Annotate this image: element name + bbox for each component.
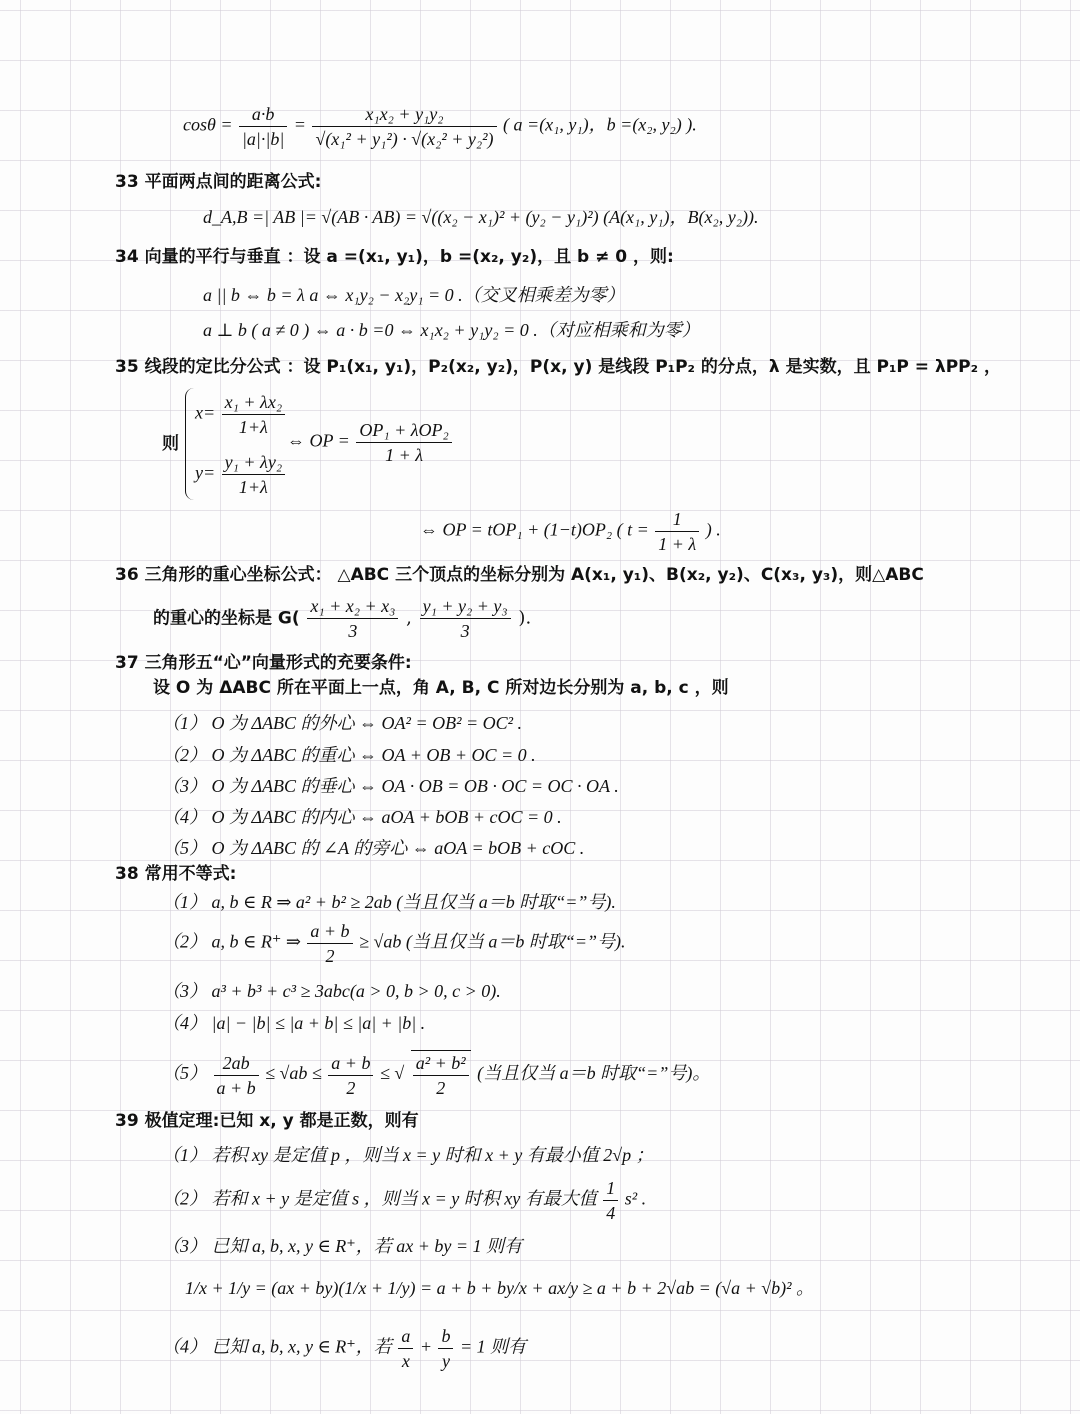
center-item-2: （2） O 为 ΔABC 的重心 ⇔ OA + OB + OC = 0 . <box>162 745 536 765</box>
centroid-end: ). <box>518 607 532 629</box>
inequality-5-pre: （5） <box>162 1063 207 1084</box>
inequality-5-mid-2: ≤ √ <box>379 1063 405 1084</box>
inequality-5-frac-1 <box>214 1051 259 1100</box>
x-frac-num: x₁ + λx₂ <box>222 390 285 415</box>
section-33-title: 33 平面两点间的距离公式: <box>115 172 322 192</box>
extremum-2 <box>162 1176 646 1225</box>
inequality-5-post: (当且仅当 a＝b 时取“=”号)。 <box>477 1063 711 1084</box>
extremum-4-pre: （4） 已知 a, b, x, y ∈ R⁺，若 <box>162 1336 392 1357</box>
op-vector-formula <box>287 418 454 467</box>
extremum-2-num: 1 <box>603 1176 618 1201</box>
extremum-4-num-2: b <box>438 1324 453 1349</box>
extremum-2-frac <box>603 1176 618 1225</box>
inequality-2-pre: （2） a, b ∈ R⁺ ⇒ <box>162 931 301 952</box>
op-parametric-end: ) . <box>705 519 721 540</box>
extremum-2-pre: （2） 若和 x + y 是定值 s ，则当 x = y 时积 xy 有最大值 <box>162 1188 597 1209</box>
op-parametric-formula <box>420 507 721 556</box>
op-frac-den: 1 + λ <box>385 445 424 465</box>
perpendicular-condition: a ⊥ b ( a ≠ 0 ) ⇔ a · b =0 ⇔ x₁x₂ + y₁y₂ = 0 .（对应相乘和为零） <box>203 320 700 340</box>
inequality-5-den-1: a + b <box>216 1077 256 1098</box>
centroid-x-den: 3 <box>348 621 358 641</box>
inequality-2-den: 2 <box>325 946 335 966</box>
cos-frac-vector-den: |a|·|b| <box>241 129 285 149</box>
y-frac <box>222 450 285 499</box>
op-frac-num: OP₁ + λOP₂ <box>356 418 451 443</box>
cos-frac-coord <box>312 102 496 151</box>
cos-eq: = <box>293 114 306 135</box>
y-lhs: y= <box>195 462 216 483</box>
cos-frac-vector <box>239 102 287 151</box>
y-frac-num: y₁ + λy₂ <box>222 450 285 475</box>
section-formula-x <box>195 390 287 439</box>
extremum-2-den: 4 <box>606 1203 616 1223</box>
inequality-1: （1） a, b ∈ R ⇒ a² + b² ≥ 2ab (当且仅当 a＝b 时取“=”号). <box>162 892 616 912</box>
center-item-1: （1） O 为 ΔABC 的外心 ⇔ OA² = OB² = OC² . <box>162 713 523 733</box>
section-35-title: 35 线段的定比分公式 ：设 P₁(x₁, y₁)，P₂(x₂, y₂)，P(x, y) 是线段 P₁P₂ 的分点，λ 是实数，且 P₁P = λPP₂ ， <box>115 357 1001 377</box>
cos-frac-coord-den: √(x₁² + y₁²) · √(x₂² + y₂²) <box>315 129 494 149</box>
inequality-2 <box>162 919 625 968</box>
center-item-3: （3） O 为 ΔABC 的垂心 ⇔ OA · OB = OB · OC = OC · OA . <box>162 776 619 796</box>
section-formula-y <box>195 450 287 499</box>
centroid-label: 的重心的坐标是 G( <box>153 608 300 629</box>
inequality-5-frac-3 <box>411 1050 471 1100</box>
x-frac <box>222 390 285 439</box>
centroid-x-frac <box>307 594 398 643</box>
extremum-4-frac-2 <box>438 1324 453 1373</box>
centroid-x-num: x₁ + x₂ + x₃ <box>307 594 398 619</box>
cos-frac-coord-num: x₁x₂ + y₁y₂ <box>312 102 496 127</box>
extremum-4-frac-1 <box>398 1324 413 1373</box>
inequality-2-num: a + b <box>307 919 352 944</box>
t-frac-den: 1 + λ <box>658 534 697 554</box>
cos-lhs: cosθ = <box>183 114 233 135</box>
center-item-4: （4） O 为 ΔABC 的内心 ⇔ aOA + bOB + cOC = 0 . <box>162 807 562 827</box>
inequality-3: （3） a³ + b³ + c³ ≥ 3abc(a > 0, b > 0, c > 0). <box>162 981 501 1001</box>
y-frac-den: 1+λ <box>238 477 268 497</box>
section-37-intro: 设 O 为 ΔABC 所在平面上一点，角 A, B, C 所对边长分别为 a, b, c ，则 <box>153 678 729 698</box>
inequality-2-post: ≥ √ab (当且仅当 a＝b 时取“=”号). <box>359 931 626 952</box>
distance-formula: d_A,B =| AB |= √(AB · AB) = √((x₂ − x₁)² + (y₂ − y₁)²) (A(x₁, y₁)，B(x₂, y₂)). <box>203 207 759 227</box>
section-36-title: 36 三角形的重心坐标公式： △ABC 三个顶点的坐标分别为 A(x₁, y₁)、B(x₂, y₂)、C(x₃, y₃)，则△ABC <box>115 565 924 585</box>
inequality-2-frac <box>307 919 352 968</box>
extremum-4-den-1: x <box>401 1351 410 1371</box>
extremum-4-plus: + <box>419 1336 432 1357</box>
section-38-title: 38 常用不等式: <box>115 864 237 884</box>
centroid-y-num: y₁ + y₂ + y₃ <box>420 594 511 619</box>
inequality-5-mid-1: ≤ √ab ≤ <box>265 1063 322 1084</box>
cos-frac-vector-num: a·b <box>239 102 287 127</box>
op-parametric-lhs: ⇔ OP = tOP₁ + (1−t)OP₂ ( t = <box>420 519 649 540</box>
section-37-title: 37 三角形五“心”向量形式的充要条件: <box>115 653 412 673</box>
centroid-comma: , <box>406 607 412 629</box>
t-frac-num: 1 <box>655 507 699 532</box>
t-frac <box>655 507 699 556</box>
inequality-5-num-1: 2ab <box>214 1051 259 1076</box>
inequality-5-num-3: a² + b² <box>413 1051 469 1076</box>
x-frac-den: 1+λ <box>238 417 268 437</box>
inequality-5-den-2: 2 <box>346 1077 356 1098</box>
centroid-formula <box>153 594 531 643</box>
inequality-4: （4） |a| − |b| ≤ |a + b| ≤ |a| + |b| . <box>162 1013 426 1033</box>
extremum-4-den-2: y <box>441 1351 450 1371</box>
op-frac <box>356 418 451 467</box>
extremum-4 <box>162 1324 526 1373</box>
op-lhs: ⇔ OP = <box>287 430 350 451</box>
then-label: 则 <box>162 434 179 454</box>
inequality-5-den-3: 2 <box>436 1078 446 1098</box>
section-39-title: 39 极值定理:已知 x, y 都是正数，则有 <box>115 1111 419 1131</box>
inequality-5-num-2: a + b <box>328 1051 373 1076</box>
section-34-title: 34 向量的平行与垂直 ：设 a =(x₁, y₁)，b =(x₂, y₂)，且 b ≠ 0 ，则: <box>115 247 674 267</box>
x-lhs: x= <box>195 402 216 423</box>
parallel-condition: a || b ⇔ b = λ a ⇔ x₁y₂ − x₂y₁ = 0 .（交叉相乘差为零） <box>203 285 625 305</box>
extremum-3-formula: 1/x + 1/y = (ax + by)(1/x + 1/y) = a + b + by/x + ax/y ≥ a + b + 2√ab = (√a + √b)² 。 <box>185 1278 815 1298</box>
extremum-3: （3） 已知 a, b, x, y ∈ R⁺，若 ax + by = 1 则有 <box>162 1236 523 1256</box>
extremum-4-num-1: a <box>398 1324 413 1349</box>
center-item-5: （5） O 为 ΔABC 的 ∠A 的旁心 ⇔ aOA = bOB + cOC . <box>162 838 585 858</box>
system-brace <box>185 388 194 500</box>
extremum-2-post: s² . <box>624 1188 647 1209</box>
centroid-y-den: 3 <box>460 621 470 641</box>
extremum-1: （1） 若积 xy 是定值 p ，则当 x = y 时和 x + y 有最小值 2√p ； <box>162 1145 654 1165</box>
inequality-5 <box>162 1050 710 1100</box>
extremum-4-post: = 1 则有 <box>459 1336 527 1357</box>
centroid-y-frac <box>420 594 511 643</box>
cos-formula <box>183 102 697 151</box>
inequality-5-frac-2 <box>328 1051 373 1100</box>
cos-condition: ( a =(x₁, y₁)，b =(x₂, y₂) ). <box>503 114 697 135</box>
